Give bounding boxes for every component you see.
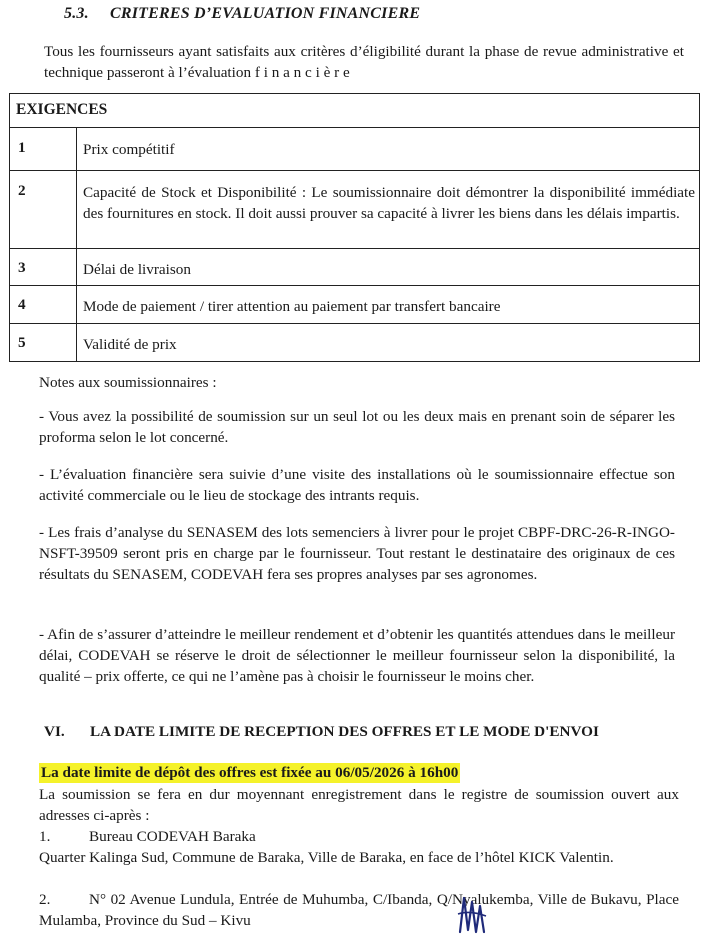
row-text: Capacité de Stock et Disponibilité : Le soumissionnaire doit démontrer la disponibilité immédiate des fournitures en stock. Il doit aussi prouver sa capacité à livrer les biens dans les délais impartis. [77, 171, 700, 249]
row-text: Prix compétitif [77, 128, 700, 171]
address-item [39, 889, 679, 931]
row-number: 5 [10, 324, 77, 362]
signature-mark [456, 892, 496, 935]
note-item: - L’évaluation financière sera suivie d’une visite des installations où le soumissionnaire effectue son activité commerciale ou le lieu de stockage des intrants requis. [39, 466, 675, 504]
row-text: Mode de paiement / tirer attention au paiement par transfert bancaire [77, 286, 700, 324]
address-title: Bureau CODEVAH Baraka [89, 828, 256, 845]
section-vi-title: LA DATE LIMITE DE RECEPTION DES OFFRES ET LE MODE D'ENVOI [90, 723, 599, 740]
note-item: - Les frais d’analyse du SENASEM des lots semenciers à livrer pour le projet CBPF-DRC-26-R-INGO-NSFT-39509 seront pris en charge par le fournisseur. Tout restant le destinataire des originaux de ces résultats du SENASEM, CODEVAH fera ses propres analyses par ses agronomes. [39, 524, 675, 583]
table-header-row [10, 94, 700, 128]
address-title: N° 02 Avenue Lundula, Entrée de Muhumba, C/Ibanda, Q/Nyalukemba, Ville de Bukavu, Place Mulamba, Province du Sud – Kivu [39, 891, 679, 929]
section-vi-heading [44, 723, 599, 741]
notes-heading: Notes aux soumissionnaires : [39, 374, 217, 391]
requirements-table [9, 93, 700, 362]
address-number: 1. [39, 828, 51, 845]
note-item: - Afin de s’assurer d’atteindre le meilleur rendement et d’obtenir les quantités attendues dans le meilleur délai, CODEVAH se réserve le droit de sélectionner le meilleur fournisseur selon la disponibilité, la qualité – prix offerte, ce qui ne l’amène pas à choisir le fournisseur le moins cher. [39, 626, 675, 685]
address-number: 2. [39, 891, 51, 908]
address-detail: Quarter Kalinga Sud, Commune de Baraka, Ville de Baraka, en face de l’hôtel KICK Valentin. [39, 849, 614, 866]
row-text: Délai de livraison [77, 249, 700, 286]
table-row [10, 324, 700, 362]
row-number: 4 [10, 286, 77, 324]
row-number: 2 [10, 171, 77, 249]
intro-paragraph: Tous les fournisseurs ayant satisfaits aux critères d’éligibilité durant la phase de revue administrative et technique passeront à l’évaluation f i n a n c i è r e [44, 43, 684, 81]
section-vi-number: VI. [44, 723, 65, 740]
section-number: 5.3. [64, 5, 89, 22]
deadline-highlight: La date limite de dépôt des offres est fixée au 06/05/2026 à 16h00 [41, 764, 459, 781]
table-row [10, 286, 700, 324]
row-text: Validité de prix [77, 324, 700, 362]
table-row [10, 249, 700, 286]
section-heading [64, 5, 420, 23]
submission-text: La soumission se fera en dur moyennant enregistrement dans le registre de soumission ouvert aux adresses ci-après : [39, 786, 679, 824]
note-item: - Vous avez la possibilité de soumission sur un seul lot ou les deux mais en prenant soin de séparer les proforma selon le lot concerné. [39, 408, 675, 446]
table-row [10, 171, 700, 249]
row-number: 3 [10, 249, 77, 286]
address-item [39, 826, 679, 847]
table-row [10, 128, 700, 171]
section-title: CRITERES D’EVALUATION FINANCIERE [110, 5, 421, 22]
table-header: EXIGENCES [10, 94, 700, 128]
row-number: 1 [10, 128, 77, 171]
